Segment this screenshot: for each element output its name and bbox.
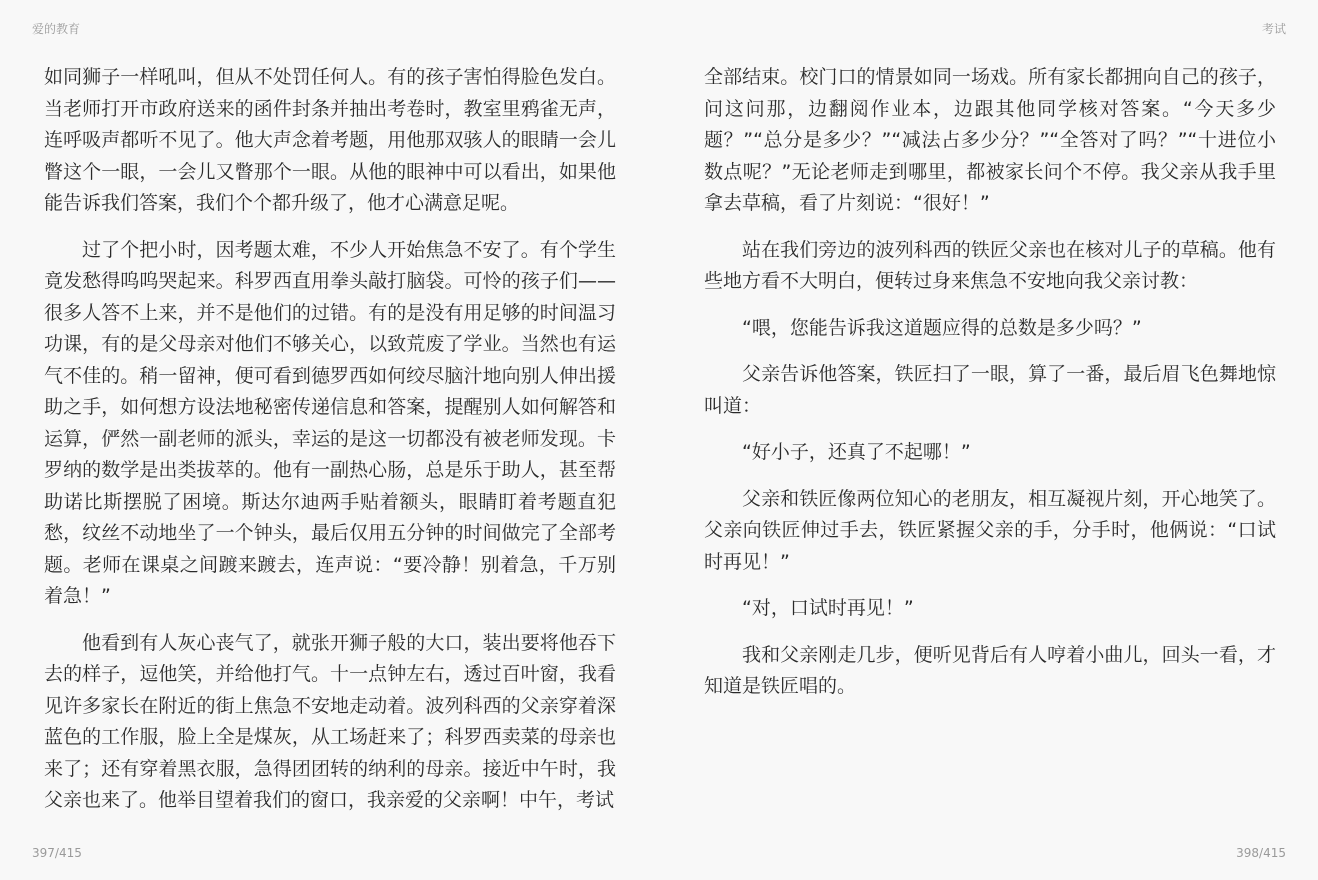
paragraph: “对，口试时再见！” xyxy=(742,597,914,619)
chapter-title: 考试 xyxy=(1261,22,1286,36)
paragraph: 过了个把小时，因考题太难，不少人开始焦急不安了。有个学生竟发愁得呜呜哭起来。科罗西直用拳头敲打脑袋。可怜的孩子们——很多人答不上来，并不是他们的过错。有的是没有用足够的时间温习功课，有的是父母亲对他们不够关心，以致荒废了学业。当然也有运气不佳的。稍一留神，便可看到德罗西如何绞尽脑汁地向别人伸出援助之手，如何想方设法地秘密传递信息和答案，提醒别人如何解答和运算，俨然一副老师的派头，幸运的是这一切都没有被老师发现。卡罗纳的数学是出类拔萃的。他有一副热心肠，总是乐于助人，甚至帮助诺比斯摆脱了困境。斯达尔迪两手贴着额头，眼睛盯着考题直犯愁，纹丝不动地坐了一个钟头，最后仅用五分钟的时间做完了全部考题。老师在课桌之间踱来踱去，连声说：“要冷静！别着急，千万别着急！” xyxy=(44,238,616,607)
paragraph: 父亲告诉他答案，铁匠扫了一眼，算了一番，最后眉飞色舞地惊叫道： xyxy=(704,363,1276,417)
paragraph: 父亲和铁匠像两位知心的老朋友，相互凝视片刻，开心地笑了。父亲向铁匠伸过手去，铁匠紧握父亲的手，分手时，他俩说：“口试时再见！” xyxy=(704,487,1276,573)
paragraph: 我和父亲刚走几步，便听见背后有人哼着小曲儿，回头一看，才知道是铁匠唱的。 xyxy=(704,643,1276,697)
paragraph: 他看到有人灰心丧气了，就张开狮子般的大口，装出要将他吞下去的样子，逗他笑，并给他打气。十一点钟左右，透过百叶窗，我看见许多家长在附近的街上焦急不安地走动着。波列科西的父亲穿着深蓝色的工作服，脸上全是煤灰，从工场赶来了；科罗西卖菜的母亲也来了；还有穿着黑衣服，急得团团转的纳利的母亲。接近中午时，我父亲也来了。他举目望着我们的窗口，我亲爱的父亲啊！中午，考试 xyxy=(44,631,616,811)
paragraph: 站在我们旁边的波列科西的铁匠父亲也在核对儿子的草稿。他有些地方看不大明白，便转过身来焦急不安地向我父亲讨教： xyxy=(704,238,1276,292)
right-page xyxy=(704,62,1276,718)
paragraph: “好小子，还真了不起哪！” xyxy=(742,441,971,463)
paragraph: 全部结束。校门口的情景如同一场戏。所有家长都拥向自己的孩子，问这问那，边翻阅作业本，边跟其他同学核对答案。“今天多少题？”“总分是多少？”“减法占多少分？”“全答对了吗？”“十进位小数点呢？”无论老师走到哪里，都被家长问个不停。我父亲从我手里拿去草稿，看了片刻说：“很好！” xyxy=(704,66,1276,214)
left-page xyxy=(44,62,616,832)
book-title: 爱的教育 xyxy=(32,22,81,36)
paragraph: 如同狮子一样吼叫，但从不处罚任何人。有的孩子害怕得脸色发白。当老师打开市政府送来的函件封条并抽出考卷时，教室里鸦雀无声，连呼吸声都听不见了。他大声念着考题，用他那双骇人的眼睛一会儿瞥这个一眼，一会儿又瞥那个一眼。从他的眼神中可以看出，如果他能告诉我们答案，我们个个都升级了，他才心满意足呢。 xyxy=(44,66,616,214)
right-page-number: 398/415 xyxy=(1236,846,1286,860)
paragraph: “喂，您能告诉我这道题应得的总数是多少吗？” xyxy=(742,316,1142,339)
left-page-number: 397/415 xyxy=(32,846,82,860)
